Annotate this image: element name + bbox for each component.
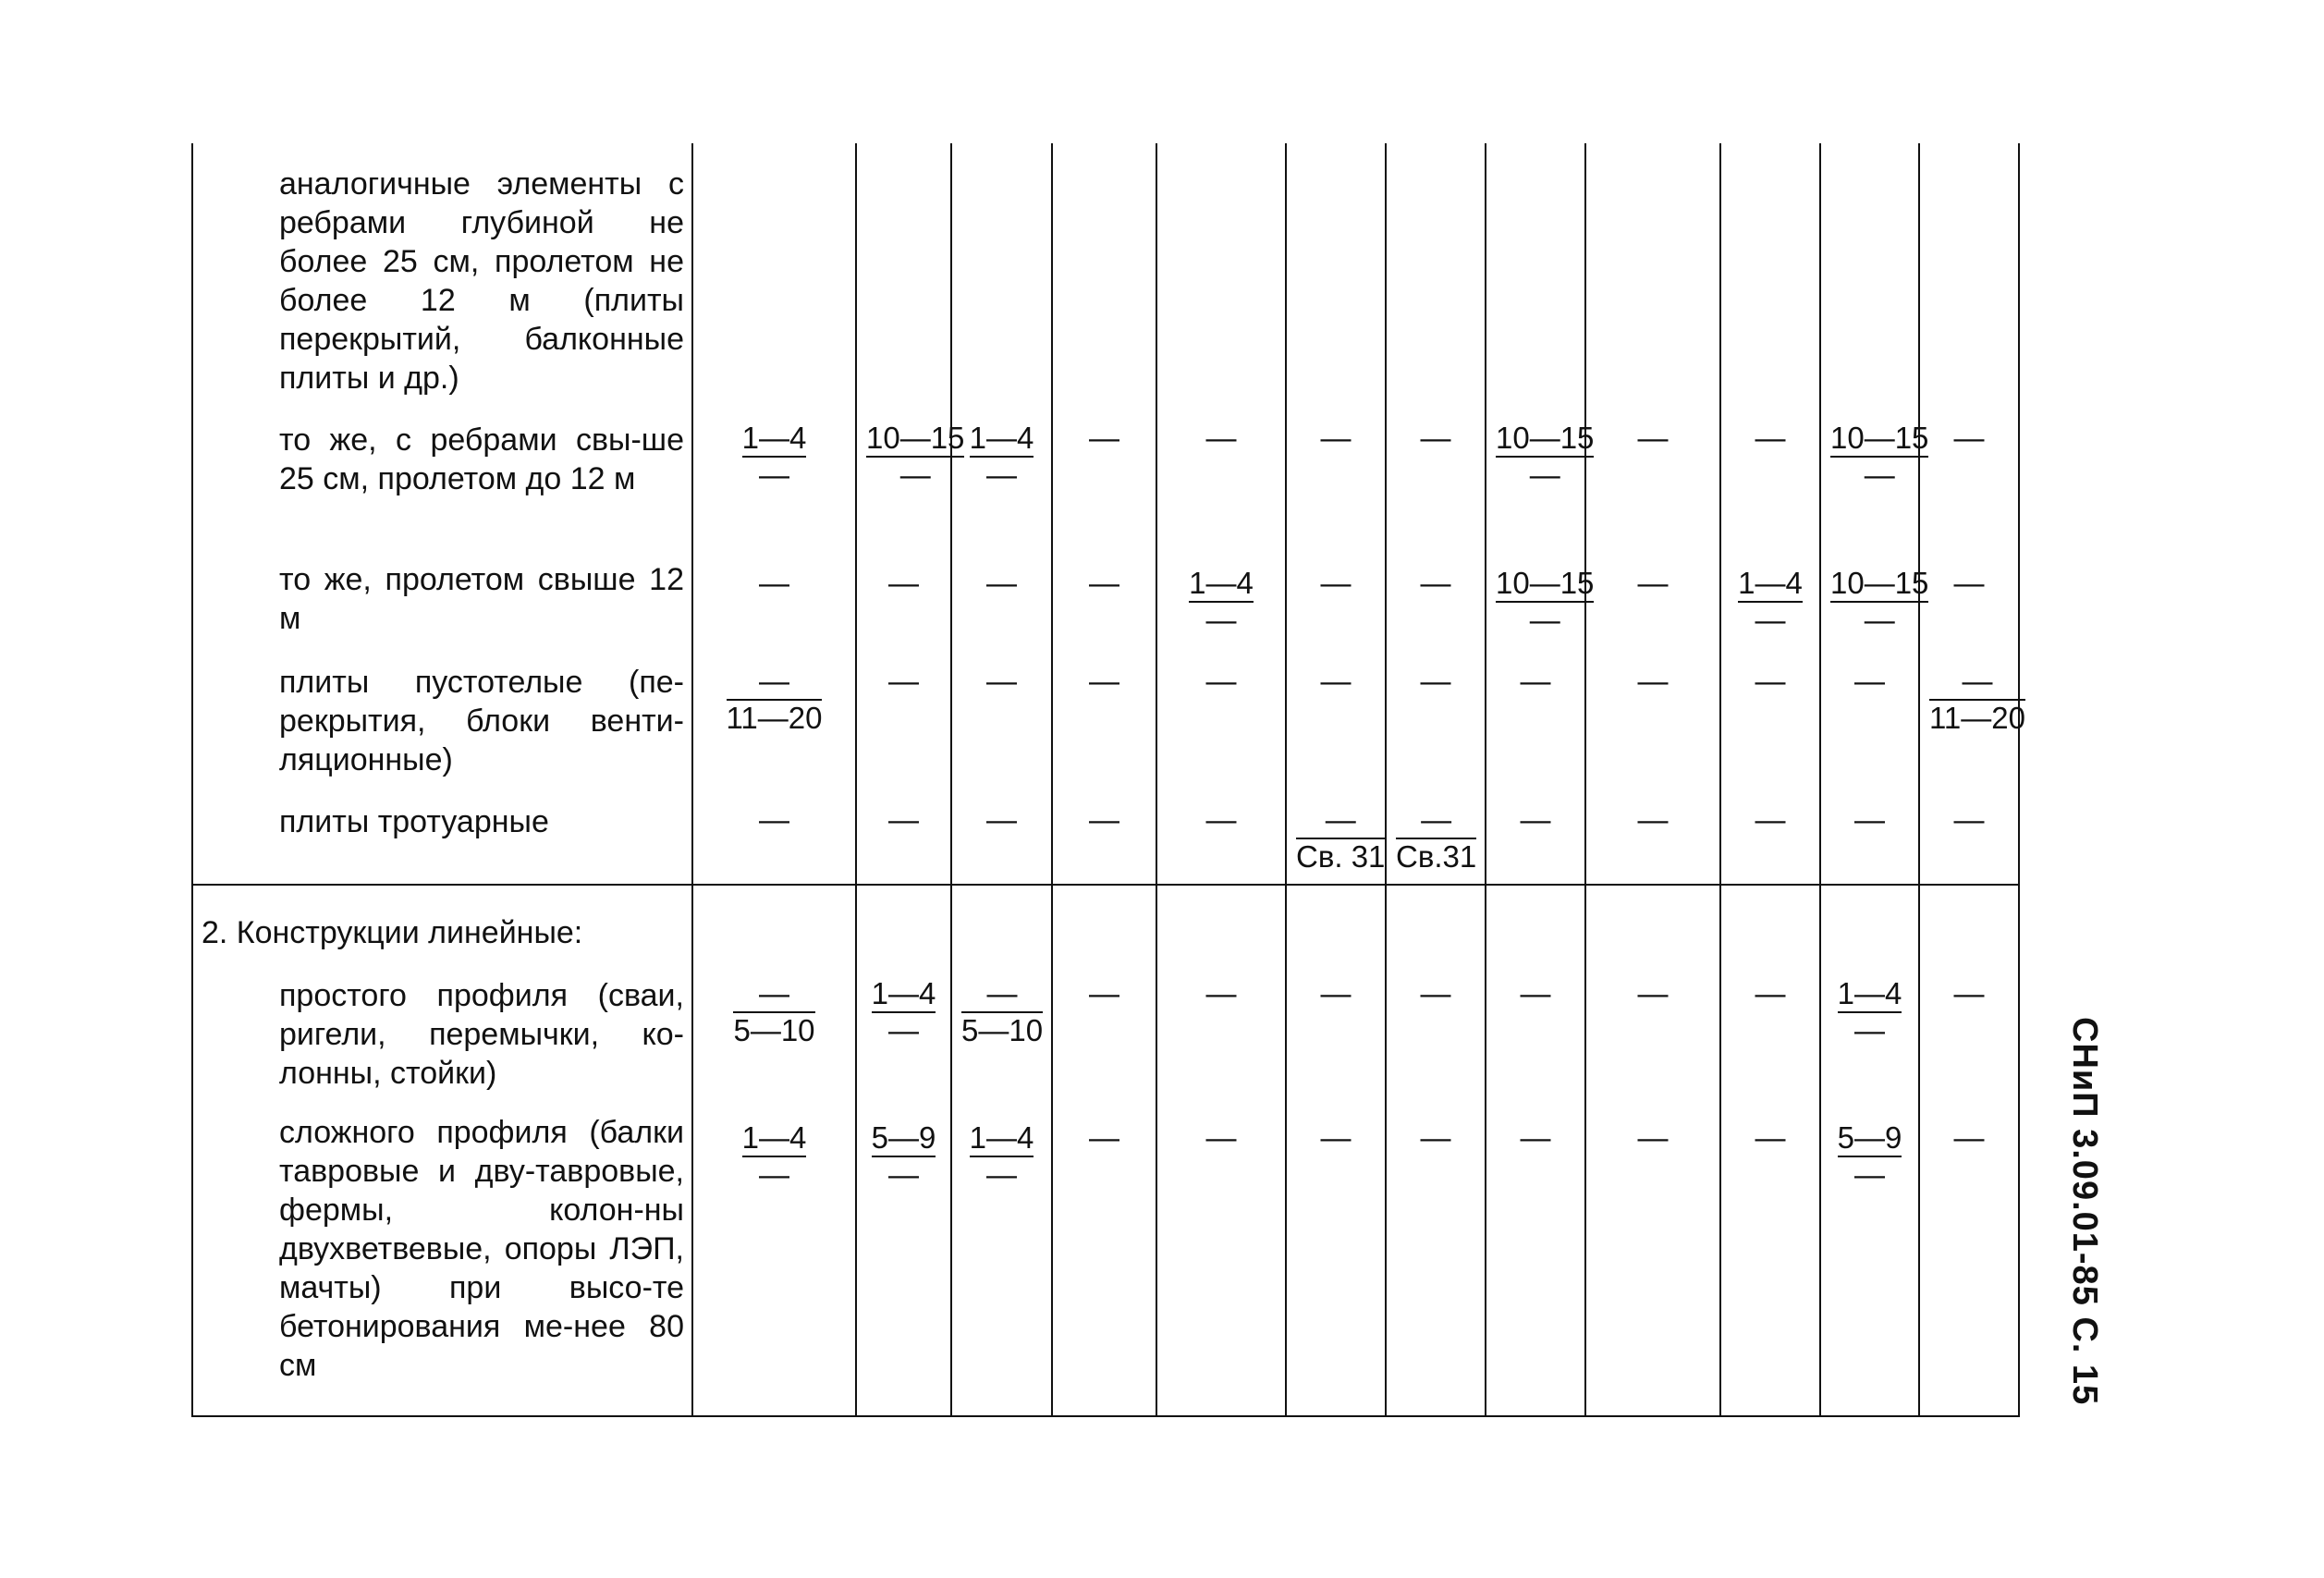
table-cell-value xyxy=(859,664,948,699)
table-cell-value xyxy=(1488,664,1583,699)
row-label-simple-profile: простого профиля (сваи, ригели, перемычки, ко-лонны, стойки) xyxy=(279,978,684,1091)
cell-numerator: — xyxy=(1320,566,1352,600)
table-cell-value xyxy=(1922,664,2025,736)
table-cell-value xyxy=(1289,421,1383,456)
table-cell-value xyxy=(1055,421,1154,456)
table-vertical-rule xyxy=(1285,143,1287,1417)
table-cell-value xyxy=(1723,976,1817,1011)
cell-numerator: — xyxy=(1420,1120,1451,1155)
cell-numerator: — xyxy=(1755,421,1786,455)
cell-numerator: — xyxy=(1320,664,1352,698)
cell-numerator: — xyxy=(1637,421,1669,455)
cell-numerator: — xyxy=(1755,802,1786,837)
table-bottom-rule xyxy=(191,1415,2020,1417)
table-cell-value xyxy=(1588,802,1718,838)
table-cell-value xyxy=(1823,976,1916,1048)
table-cell-value xyxy=(1723,802,1817,838)
table-vertical-rule xyxy=(1819,143,1821,1417)
table-cell-value xyxy=(1388,976,1483,1011)
cell-numerator: — xyxy=(1520,802,1551,837)
cell-numerator: 1—4 xyxy=(970,1120,1034,1157)
table-cell-value xyxy=(695,976,853,1048)
table-cell-value xyxy=(954,1120,1049,1193)
table-cell-value xyxy=(1922,802,2016,838)
cell-numerator: — xyxy=(1929,664,2025,701)
table-cell-value xyxy=(695,421,853,493)
cell-numerator: — xyxy=(1320,1120,1352,1155)
cell-denominator: — xyxy=(1854,1157,1885,1192)
cell-numerator: — xyxy=(1520,1120,1551,1155)
cell-denominator: — xyxy=(1529,603,1560,637)
table-cell-value xyxy=(1055,802,1154,838)
row-label-complex-profile: сложного профиля (балки тавровые и дву-тавровые, фермы, колон-ны двухветвевые, опоры ЛЭП, мачты) при высо-те бетонирования ме-нее 80 см xyxy=(279,1115,684,1383)
cell-numerator: — xyxy=(1953,976,1985,1010)
row-label-ribs-over-25: то же, с ребрами свы-ше 25 см, пролетом до 12 м xyxy=(279,422,684,496)
cell-numerator: — xyxy=(1420,566,1451,600)
table-cell-value xyxy=(1488,421,1595,493)
table-cell-value xyxy=(1922,421,2016,456)
table-cell-value xyxy=(1823,1120,1916,1193)
cell-denominator: — xyxy=(888,1157,919,1192)
table-cell-value xyxy=(1055,1120,1154,1156)
table-cell-value xyxy=(1055,664,1154,699)
cell-numerator: — xyxy=(1637,664,1669,698)
table-cell-value xyxy=(695,566,853,601)
cell-denominator: — xyxy=(1854,1013,1885,1047)
table-cell-value xyxy=(1588,1120,1718,1156)
cell-numerator: — xyxy=(1205,664,1237,698)
table-cell-value xyxy=(1388,421,1483,456)
cell-denominator: — xyxy=(759,458,789,492)
cell-numerator: — xyxy=(1205,421,1237,455)
cell-numerator: — xyxy=(888,802,919,837)
cell-numerator: — xyxy=(1089,664,1119,698)
cell-numerator: 10—15 xyxy=(866,421,964,458)
table-cell-value xyxy=(1159,976,1283,1011)
table-cell-value xyxy=(1388,802,1483,875)
table-cell-value xyxy=(1588,664,1718,699)
cell-numerator: — xyxy=(733,976,814,1013)
cell-denominator: 11—20 xyxy=(726,701,823,735)
cell-numerator: 1—4 xyxy=(1189,566,1254,603)
row-label-sidewalk-slabs: плиты тротуарные xyxy=(279,804,549,839)
table-cell-value xyxy=(1388,566,1483,601)
cell-numerator: — xyxy=(1755,664,1786,698)
cell-numerator: — xyxy=(1953,421,1985,455)
cell-denominator: — xyxy=(986,1157,1017,1192)
table-cell-value xyxy=(1289,664,1383,699)
cell-denominator: — xyxy=(1864,458,1895,492)
document-page-label: СНиП 3.09.01-85 С. 15 xyxy=(2065,1017,2104,1406)
table-cell-value xyxy=(1055,566,1154,601)
table-cell-value xyxy=(1388,1120,1483,1156)
cell-numerator: — xyxy=(1420,421,1451,455)
table-cell-value xyxy=(859,421,965,493)
cell-denominator: — xyxy=(899,458,931,492)
table-cell-value xyxy=(954,664,1049,699)
cell-numerator: — xyxy=(1205,802,1237,837)
row-label-ribs-under-25: аналогичные элементы с ребрами глубиной не более 25 см, пролетом не более 12 м (плиты перекрытий, балконные плиты и др.) xyxy=(279,166,684,396)
table-cell-value xyxy=(1289,802,1386,875)
table-vertical-rule xyxy=(691,143,693,1417)
cell-denominator: — xyxy=(1755,603,1786,637)
table-vertical-rule xyxy=(1719,143,1721,1417)
cell-numerator: — xyxy=(1520,664,1551,698)
cell-denominator: 11—20 xyxy=(1929,701,2025,735)
cell-numerator: — xyxy=(1420,664,1451,698)
cell-numerator: 1—4 xyxy=(1838,976,1902,1013)
cell-numerator: — xyxy=(1320,421,1352,455)
table-cell-value xyxy=(695,664,853,736)
table-cell-value xyxy=(954,566,1049,601)
table-cell-value xyxy=(1723,1120,1817,1156)
cell-numerator: — xyxy=(1755,976,1786,1010)
table-cell-value xyxy=(859,566,948,601)
table-cell-value xyxy=(1723,421,1817,456)
table-cell-value xyxy=(954,421,1049,493)
cell-numerator: 1—4 xyxy=(742,1120,807,1157)
cell-numerator: — xyxy=(1755,1120,1786,1155)
table-cell-value xyxy=(1159,566,1283,638)
cell-numerator: — xyxy=(1953,566,1985,600)
cell-numerator: — xyxy=(1637,1120,1669,1155)
cell-numerator: — xyxy=(1089,976,1119,1010)
cell-denominator: — xyxy=(1529,458,1560,492)
table-cell-value xyxy=(1289,976,1383,1011)
table-vertical-rule xyxy=(1156,143,1157,1417)
cell-numerator: 10—15 xyxy=(1496,566,1594,603)
table-cell-value xyxy=(1488,1120,1583,1156)
cell-numerator: — xyxy=(1320,976,1352,1010)
table-cell-value xyxy=(1922,976,2016,1011)
cell-numerator: — xyxy=(1089,802,1119,837)
cell-denominator: 5—10 xyxy=(961,1013,1044,1047)
cell-numerator: 1—4 xyxy=(872,976,936,1013)
table-cell-value xyxy=(859,802,948,838)
cell-denominator: — xyxy=(986,458,1017,492)
table-vertical-rule xyxy=(1584,143,1586,1417)
cell-numerator: — xyxy=(888,664,919,698)
row-label-span-over-12: то же, пролетом свыше 12 м xyxy=(279,562,684,636)
cell-numerator: 10—15 xyxy=(1830,421,1928,458)
cell-numerator: — xyxy=(1854,802,1885,837)
cell-numerator: 1—4 xyxy=(742,421,807,458)
cell-numerator: — xyxy=(759,566,789,600)
cell-numerator: 1—4 xyxy=(1738,566,1803,603)
cell-numerator: — xyxy=(1396,802,1476,839)
cell-numerator: — xyxy=(986,802,1017,837)
cell-numerator: 5—9 xyxy=(1838,1120,1902,1157)
cell-numerator: — xyxy=(1089,421,1119,455)
cell-denominator: Св. 31 xyxy=(1296,839,1386,874)
table-cell-value xyxy=(1488,566,1595,638)
cell-numerator: 1—4 xyxy=(970,421,1034,458)
table-cell-value xyxy=(1159,664,1283,699)
cell-numerator: — xyxy=(1953,802,1985,837)
cell-numerator: — xyxy=(1953,1120,1985,1155)
cell-numerator: — xyxy=(1637,976,1669,1010)
table-cell-value xyxy=(1488,802,1583,838)
cell-denominator: — xyxy=(759,1157,789,1192)
table-cell-value xyxy=(1723,566,1817,638)
cell-numerator: — xyxy=(1296,802,1385,839)
cell-numerator: — xyxy=(961,976,1043,1013)
table-vertical-rule xyxy=(950,143,952,1417)
table-cell-value xyxy=(1388,664,1483,699)
cell-numerator: 10—15 xyxy=(1496,421,1594,458)
table-cell-value xyxy=(1055,976,1154,1011)
table-vertical-rule xyxy=(1051,143,1053,1417)
table-cell-value xyxy=(1823,664,1916,699)
table-cell-value xyxy=(695,1120,853,1193)
cell-numerator: — xyxy=(1089,1120,1119,1155)
table-vertical-rule xyxy=(191,143,193,1417)
cell-numerator: 5—9 xyxy=(872,1120,936,1157)
cell-denominator: 5—10 xyxy=(733,1013,815,1047)
table-cell-value xyxy=(695,802,853,838)
table-cell-value xyxy=(1289,566,1383,601)
table-vertical-rule xyxy=(855,143,857,1417)
cell-denominator: Св.31 xyxy=(1396,839,1477,874)
table-cell-value xyxy=(1159,802,1283,838)
cell-numerator: 10—15 xyxy=(1830,566,1928,603)
table-cell-value xyxy=(859,976,948,1048)
table-cell-value xyxy=(1488,976,1583,1011)
table-vertical-rule xyxy=(2018,143,2020,1417)
table-cell-value xyxy=(1823,802,1916,838)
cell-numerator: — xyxy=(1854,664,1885,698)
section-2-title: 2. Конструкции линейные: xyxy=(202,915,583,950)
table-cell-value xyxy=(1588,566,1718,601)
row-label-hollow-slabs: плиты пустотелые (пе-рекрытия, блоки венти-ляционные) xyxy=(279,665,684,777)
cell-denominator: — xyxy=(888,1013,919,1047)
table-cell-value xyxy=(1289,1120,1383,1156)
cell-numerator: — xyxy=(1637,566,1669,600)
cell-numerator: — xyxy=(727,664,823,701)
cell-numerator: — xyxy=(759,802,789,837)
cell-numerator: — xyxy=(1520,976,1551,1010)
table-cell-value xyxy=(1588,421,1718,456)
table-cell-value xyxy=(954,976,1049,1048)
table-vertical-rule xyxy=(1385,143,1387,1417)
cell-numerator: — xyxy=(1205,976,1237,1010)
cell-numerator: — xyxy=(1089,566,1119,600)
cell-numerator: — xyxy=(1205,1120,1237,1155)
table-cell-value xyxy=(1588,976,1718,1011)
table-vertical-rule xyxy=(1918,143,1920,1417)
cell-numerator: — xyxy=(986,664,1017,698)
table-cell-value xyxy=(1922,1120,2016,1156)
table-cell-value xyxy=(1823,421,1929,493)
table-cell-value xyxy=(1159,1120,1283,1156)
cell-denominator: — xyxy=(1864,603,1895,637)
cell-numerator: — xyxy=(986,566,1017,600)
cell-numerator: — xyxy=(888,566,919,600)
table-cell-value xyxy=(1723,664,1817,699)
cell-denominator: — xyxy=(1205,603,1237,637)
table-cell-value xyxy=(1823,566,1929,638)
table-section-divider xyxy=(191,884,2020,886)
table-cell-value xyxy=(1922,566,2016,601)
table-cell-value xyxy=(954,802,1049,838)
table-vertical-rule xyxy=(1485,143,1486,1417)
cell-numerator: — xyxy=(1420,976,1451,1010)
table-cell-value xyxy=(859,1120,948,1193)
cell-numerator: — xyxy=(1637,802,1669,837)
table-cell-value xyxy=(1159,421,1283,456)
